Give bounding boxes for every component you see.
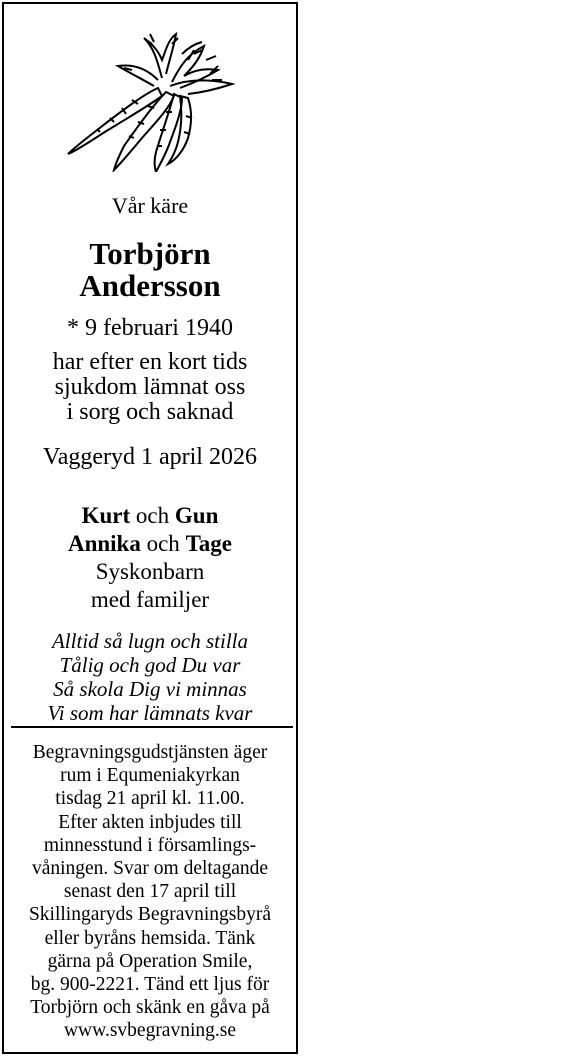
mourners-relation: Syskonbarn xyxy=(95,559,205,584)
place-and-date: Vaggeryd 1 april 2026 xyxy=(43,444,257,470)
info-line: Torbjörn och skänk en gåva på xyxy=(30,997,270,1019)
memorial-poem xyxy=(4,629,296,725)
info-line: tisdag 21 april kl. 11.00. xyxy=(55,788,245,810)
info-line: senast den 17 april till xyxy=(63,881,237,903)
poem-line: Tålig och god Du var xyxy=(59,653,241,677)
mourners-line xyxy=(4,502,296,530)
divider-line xyxy=(11,726,293,728)
info-line: våningen. Svar om deltagande xyxy=(31,858,269,880)
birth-date: * 9 februari 1940 xyxy=(67,315,233,341)
conjunction: och xyxy=(146,531,186,556)
info-line: eller byråns hemsida. Tänk xyxy=(44,927,256,949)
mourners-relation: med familjer xyxy=(90,587,210,612)
mourner-name: Tage xyxy=(185,531,233,556)
message-line: sjukdom lämnat oss xyxy=(54,374,246,400)
mourners xyxy=(4,502,296,614)
name-first: Torbjörn xyxy=(89,236,211,271)
obituary-notice xyxy=(2,2,298,1054)
mourner-name: Annika xyxy=(67,531,141,556)
name-last: Andersson xyxy=(79,268,221,303)
info-line: bg. 900-2221. Tänd ett ljus för xyxy=(30,974,270,996)
info-line: Skillingaryds Begravningsbyrå xyxy=(28,904,272,926)
intro-text: Vår käre xyxy=(111,193,189,218)
death-message xyxy=(4,350,296,425)
carrots-icon xyxy=(62,30,252,172)
mourners-line xyxy=(4,530,296,558)
info-line: rum i Equmeniakyrkan xyxy=(60,765,240,787)
poem-line: Så skola Dig vi minnas xyxy=(53,677,247,701)
website-link[interactable]: www.svbegravning.se xyxy=(63,1020,237,1042)
conjunction: och xyxy=(135,503,175,528)
info-line: Begravningsgudstjänsten äger xyxy=(32,742,268,763)
poem-line: Alltid så lugn och stilla xyxy=(51,629,248,653)
poem-line: Vi som har lämnats kvar xyxy=(47,701,253,725)
info-line: gärna på Operation Smile, xyxy=(47,950,253,972)
funeral-info xyxy=(4,741,296,1043)
info-line: Efter akten inbjudes till xyxy=(58,811,242,833)
info-line: minnesstund i församlings- xyxy=(43,834,257,856)
message-line: har efter en kort tids xyxy=(52,349,248,375)
mourner-name: Kurt xyxy=(81,503,131,528)
mourner-name: Gun xyxy=(174,503,219,528)
deceased-name xyxy=(4,238,296,302)
message-line: i sorg och saknad xyxy=(66,399,234,425)
